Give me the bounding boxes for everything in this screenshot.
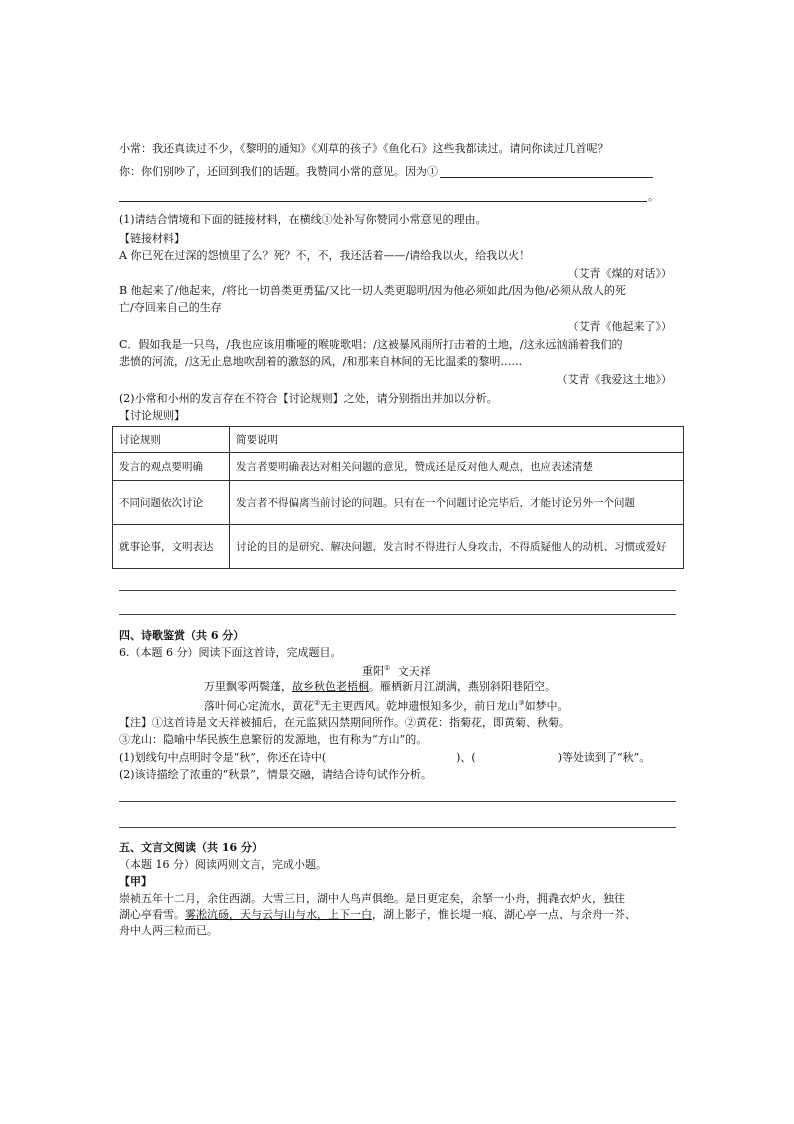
table-row — [113, 525, 684, 569]
question-2: (2)小常和小州的发言存在不符合【讨论规则】之处，请分别指出并加以分析。 — [119, 392, 498, 405]
link-b-line2: 亡/夺回来自己的生存 — [119, 301, 222, 314]
poem-line-2 — [204, 696, 569, 714]
classical-text-line-2-post: ，湖上影子，惟长堤一痕、湖心亭一点、与余舟一芥、 — [372, 908, 636, 921]
link-b-line1: B 他起来了/他起来，/将比一切兽类更勇猛/又比一切人类更聪明/因为他必须如此/因为他/必须从敌人的死 — [119, 284, 626, 297]
poem-line-1-pre: 万里飘零两鬓蓬， — [204, 680, 292, 693]
answer-line[interactable] — [119, 590, 676, 591]
poem-author: 文天祥 — [397, 664, 431, 678]
link-a-text: A 你已死在过深的怨愤里了么？死？不，不，我还活着——/请给我以火，给我以火！ — [119, 249, 531, 262]
link-c-source: （艾青《我爱这土地》） — [556, 373, 672, 386]
link-header: 【链接材料】 — [119, 232, 185, 245]
jia-label: 【甲】 — [119, 875, 152, 888]
section4-q1 — [119, 750, 650, 765]
link-b-source: （艾青《他起来了》） — [567, 320, 672, 333]
table-header-desc: 简要说明 — [230, 427, 684, 453]
dialogue-xiaochang: 小常：我还真读过不少，《黎明的通知》《刈草的孩子》《鱼化石》这些我都读过。请问你读过几首呢？ — [119, 142, 609, 155]
discussion-rules-table — [112, 426, 684, 569]
table-header-rule: 讨论规则 — [113, 427, 230, 453]
link-c-line2: 悲愤的河流，/这无止息地吹刮着的激怒的风，/和那来自林间的无比温柔的黎明…… — [119, 355, 523, 368]
question-1: (1)请结合情境和下面的链接材料，在横线①处补写你赞同小常意见的理由。 — [119, 213, 487, 226]
section4-q1-a: (1)划线句中点明时令是“秋”，你还在诗中( — [119, 751, 327, 764]
section5-title: 五、文言文阅读（共 16 分） — [119, 841, 263, 854]
classical-underlined-sentence: 雾凇沆砀，天与云与山与水，上下一白 — [185, 908, 372, 921]
section4-q1-b: )、( — [456, 751, 476, 764]
answer-line[interactable] — [119, 614, 676, 615]
table-cell-desc: 发言者不得偏离当前讨论的问题。只有在一个问题讨论完毕后，才能讨论另外一个问题 — [230, 481, 684, 525]
answer-line[interactable] — [119, 801, 676, 802]
table-cell-rule: 就事论事，文明表达 — [113, 525, 230, 569]
classical-text-line-3: 舟中人两三粒而已。 — [119, 924, 218, 937]
link-a-source: （艾青《煤的对话》） — [567, 267, 672, 280]
table-cell-desc: 讨论的目的是研究、解决问题，发言时不得进行人身攻击，不得质疑他人的动机、习惯或爱好 — [230, 525, 684, 569]
poem-title-text: 重阳 — [362, 664, 384, 678]
section4-intro: 6.（本题 6 分）阅读下面这首诗，完成题目。 — [119, 646, 342, 659]
table-cell-rule: 发言的观点要明确 — [113, 453, 230, 481]
table-cell-rule: 不同问题依次讨论 — [113, 481, 230, 525]
table-row — [113, 427, 684, 453]
poem-line-2-post: 如梦中。 — [524, 699, 569, 713]
poem-line-2-mid: 无主更西风。乾坤遗恨知多少，前日龙山 — [320, 699, 519, 713]
poem-note-line2: ③龙山：隐喻中华民族生息繁衍的发源地，也有称为“方山”的。 — [119, 733, 428, 746]
rules-header: 【讨论规则】 — [119, 409, 185, 422]
answer-blank-1a[interactable] — [440, 177, 653, 178]
poem-line-1-post: 。雁栖新月江湖满，燕别斜阳巷陌空。 — [369, 680, 556, 693]
poem-title — [362, 661, 431, 679]
classical-text-line-2-pre: 湖心亭看雪。 — [119, 908, 185, 921]
poem-note-1: 【注】①这首诗是文天祥被捕后，在元监狱囚禁期间所作。②黄花：指菊花，即黄菊、秋菊。 — [119, 716, 570, 729]
table-row — [113, 453, 684, 481]
classical-text-line-1: 崇祯五年十二月，余住西湖。大雪三日，湖中人鸟声俱绝。是日更定矣，余拏一小舟，拥毳衣炉火，独往 — [119, 892, 625, 905]
dialogue-end-mark: 。 — [648, 190, 659, 203]
classical-text-line-2 — [119, 907, 636, 922]
section4-q1-c: )等处读到了“秋”。 — [557, 751, 651, 764]
table-cell-desc: 发言者要明确表达对相关问题的意见，赞成还是反对他人观点，也应表述清楚 — [230, 453, 684, 481]
link-c-line1: C．假如我是一只鸟，/我也应该用嘶哑的喉咙歌唱：/这被暴风雨所打击着的土地，/这永远汹涌着我们的 — [119, 338, 623, 351]
answer-blank-1b[interactable] — [119, 201, 647, 202]
table-row — [113, 481, 684, 525]
poem-line-2-pre: 落叶何心定流水，黄花 — [204, 699, 314, 713]
section4-q2: (2)该诗描绘了浓重的“秋景”，情景交融，请结合诗句试作分析。 — [119, 768, 432, 781]
dialogue-you: 你：你们别吵了，还回到我们的话题。我赞同小常的意见。因为① — [119, 165, 438, 178]
answer-line[interactable] — [119, 827, 676, 828]
poem-underlined-line: 故乡秋色老梧桐 — [292, 680, 369, 693]
poem-title-note: ① — [384, 664, 391, 672]
section4-title: 四、诗歌鉴赏（共 6 分） — [119, 629, 245, 642]
poem-note-3: ③ — [518, 699, 525, 707]
poem-line-1 — [204, 679, 556, 694]
poem-note-2: ② — [314, 699, 321, 707]
section5-intro: （本题 16 分）阅读两则文言，完成小题。 — [119, 858, 327, 871]
